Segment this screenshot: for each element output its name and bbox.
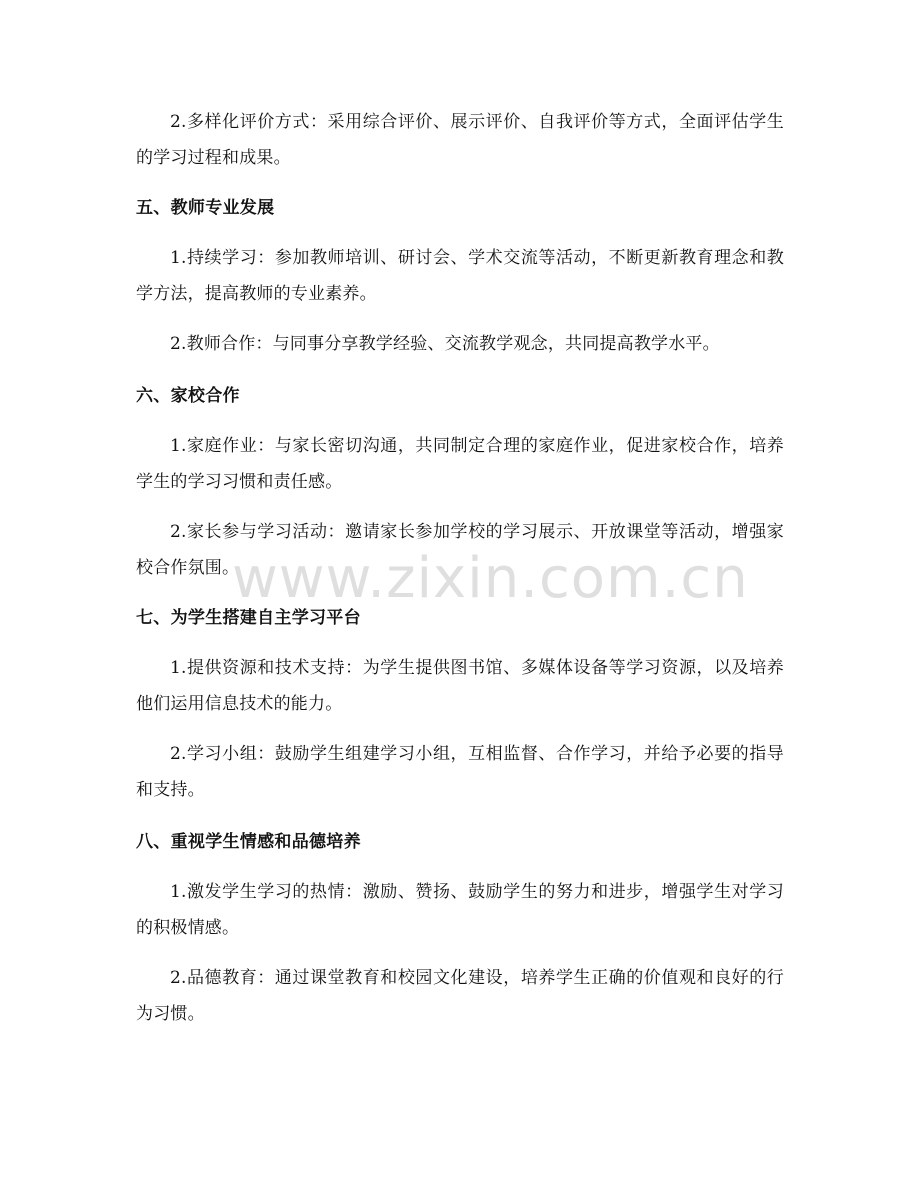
- paragraph-homework: 1.家庭作业：与家长密切沟通，共同制定合理的家庭作业，促进家校合作，培养学生的学习习惯和责任感。: [136, 436, 784, 492]
- paragraph-continuous-learning: 1.持续学习：参加教师培训、研讨会、学术交流等活动，不断更新教育理念和教学方法，提高教师的专业素养。: [136, 248, 784, 304]
- paragraph-learning-enthusiasm: 1.激发学生学习的热情：激励、赞扬、鼓励学生的努力和进步，增强学生对学习的积极情感。: [136, 882, 784, 938]
- paragraph-diversified-evaluation: 2.多样化评价方式：采用综合评价、展示评价、自我评价等方式，全面评估学生的学习过程和成果。: [136, 112, 784, 168]
- heading-home-school-cooperation: 六、家校合作: [136, 386, 240, 406]
- paragraph-study-groups: 2.学习小组：鼓励学生组建学习小组，互相监督、合作学习，并给予必要的指导和支持。: [136, 744, 784, 800]
- paragraph-moral-education: 2.品德教育：通过课堂教育和校园文化建设，培养学生正确的价值观和良好的行为习惯。: [136, 968, 784, 1024]
- paragraph-teacher-cooperation: 2.教师合作：与同事分享教学经验、交流教学观念，共同提高教学水平。: [170, 334, 720, 354]
- paragraph-resources-support: 1.提供资源和技术支持：为学生提供图书馆、多媒体设备等学习资源，以及培养他们运用信息技术的能力。: [136, 658, 784, 714]
- watermark-text: www.zixin.com.cn: [232, 546, 749, 611]
- heading-emotion-character: 八、重视学生情感和品德培养: [136, 832, 361, 852]
- paragraph-parent-participation: 2.家长参与学习活动：邀请家长参加学校的学习展示、开放课堂等活动，增强家校合作氛围。: [136, 522, 784, 578]
- heading-teacher-development: 五、教师专业发展: [136, 198, 275, 218]
- heading-self-learning-platform: 七、为学生搭建自主学习平台: [136, 608, 361, 628]
